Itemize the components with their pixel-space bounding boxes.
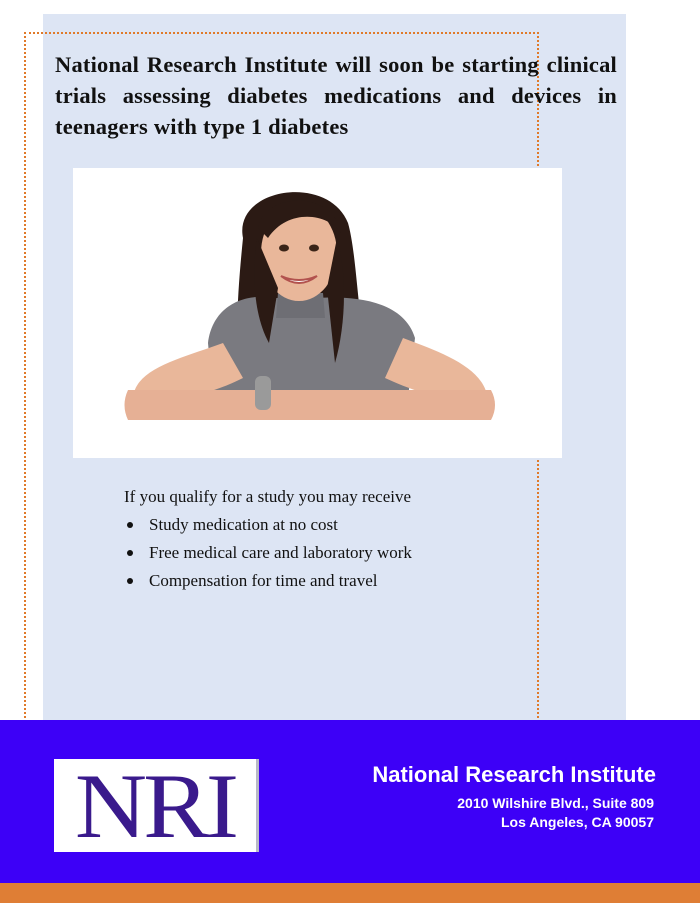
bullet-icon [127,522,133,528]
address-line2: Los Angeles, CA 90057 [500,814,654,830]
benefits-list [124,514,544,598]
address-line1: 2010 Wilshire Blvd., Suite 809 [457,795,654,811]
teen-photo [73,168,562,458]
bullet-icon [127,578,133,584]
benefits-section [124,486,544,598]
accent-strip [0,883,700,903]
list-item [124,514,544,542]
benefits-intro: If you qualify for a study you may receive [124,487,412,506]
nri-logo [54,755,256,858]
bullet-icon [127,550,133,556]
benefit-label: Free medical care and laboratory work [149,543,412,562]
list-item [124,570,544,598]
logo-wordmark: NRI [74,755,236,858]
benefit-label: Study medication at no cost [149,515,338,534]
headline: National Research Institute will soon be starting clinical trials assessing diabetes medications and devices in teenagers with type 1 diabetes [55,52,617,139]
benefit-label: Compensation for time and travel [149,571,378,590]
list-item [124,542,544,570]
org-name: National Research Institute [372,762,656,787]
